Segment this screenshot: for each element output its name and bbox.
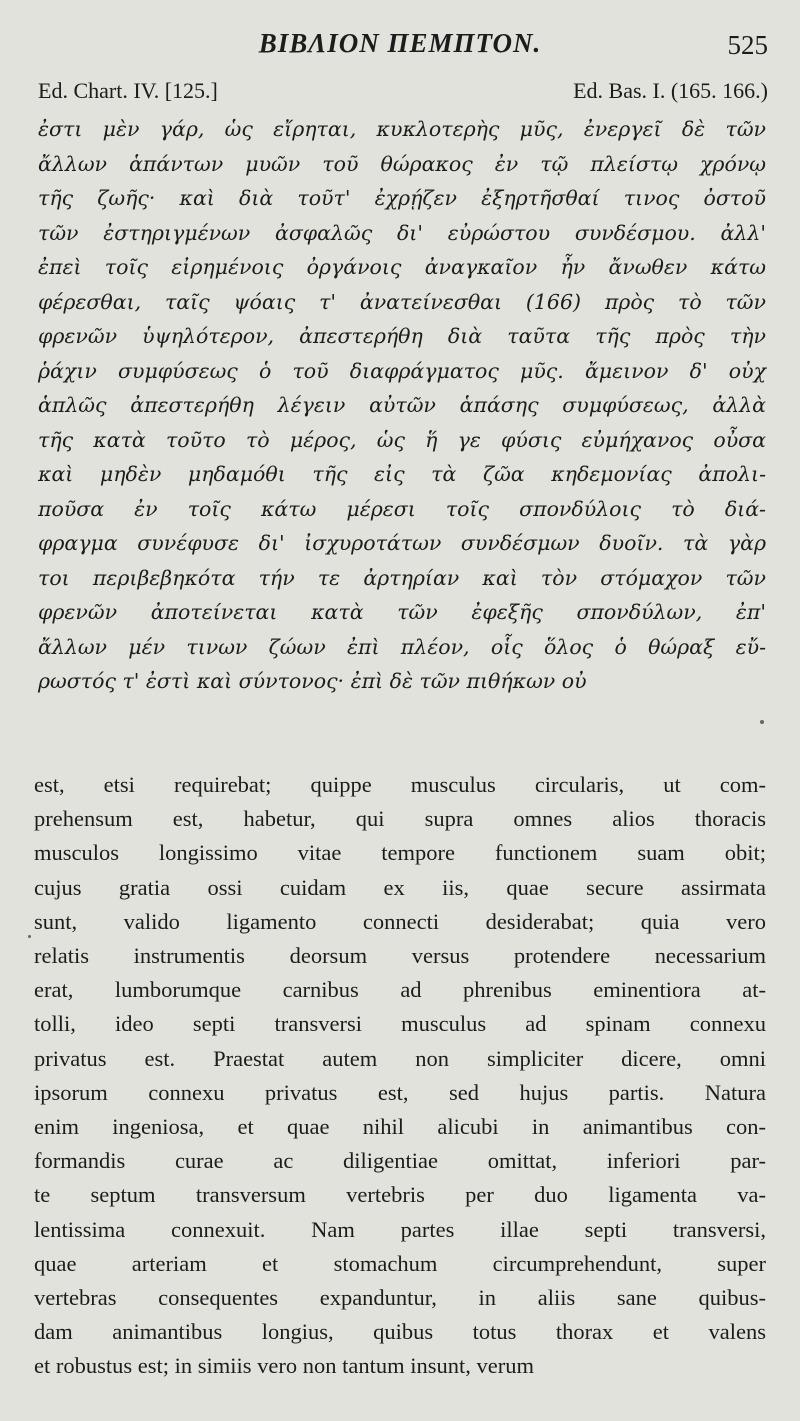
page-title: ΒΙΒΛΙΟΝ ΠΕΜΠΤΟΝ. [258, 28, 542, 58]
edition-reference-right: Ed. Bas. I. (165. 166.) [573, 78, 768, 103]
ink-speck [28, 935, 31, 938]
latin-text-line: sunt, valido ligamento connecti desiderabat; quia vero [34, 908, 766, 934]
latin-text-line: formandis curae ac diligentiae omittat, inferiori par- [34, 1148, 766, 1174]
latin-text-line: cujus gratia ossi cuidam ex iis, quae secure assirmata [34, 874, 766, 900]
greek-text-line: τῶν ἐστηριγμένων ἀσφαλῶς δι' εὐρώστου συνδέσμου. ἀλλ' [38, 220, 766, 245]
greek-text-line: φρενῶν ὑψηλότερον, ἀπεστερήθη διὰ ταῦτα τῆς πρὸς τὴν [38, 324, 766, 348]
greek-text-line: τοι περιβεβηκότα τήν τε ἀρτηρίαν καὶ τὸν στόμαχον τῶν [38, 565, 766, 590]
latin-text-line: ipsorum connexu privatus est, sed hujus partis. Natura [34, 1079, 766, 1105]
latin-text-block [34, 768, 766, 1384]
greek-text-line: ῥάχιν συμφύσεως ὁ τοῦ διαφράγματος μῦς. ἄμεινον δ' οὐχ [38, 358, 766, 383]
latin-text-line: privatus est. Praestat autem non simpliciter dicere, omni [34, 1045, 766, 1071]
latin-text-line: te septum transversum vertebris per duo ligamenta va- [34, 1182, 766, 1208]
latin-text-line: vertebras consequentes expanduntur, in aliis sane quibus- [34, 1285, 766, 1311]
greek-text-line: ἄλλων μέν τινων ζώων ἐπὶ πλέον, οἷς ὅλος ὁ θώραξ εὔ- [38, 634, 766, 659]
latin-text-line: lentissima connexuit. Nam partes illae septi transversi, [34, 1216, 766, 1242]
greek-text-block [38, 112, 766, 699]
greek-text-line: τῆς κατὰ τοῦτο τὸ μέρος, ὡς ἥ γε φύσις εὐμήχανος οὖσα [38, 427, 766, 452]
greek-text-line: φέρεσθαι, ταῖς ψόαις τ' ἀνατείνεσθαι (166) πρὸς τὸ τῶν [38, 289, 766, 314]
edition-reference-left: Ed. Chart. IV. [125.] [38, 78, 218, 103]
greek-text-line: καὶ μηδὲν μηδαμόθι τῆς εἰς τὰ ζῶα κηδεμονίας ἀπολι- [38, 462, 766, 486]
ink-speck [760, 720, 764, 724]
latin-text-line: est, etsi requirebat; quippe musculus circularis, ut com- [34, 772, 766, 797]
latin-text-line: relatis instrumentis deorsum versus protendere necessarium [34, 943, 766, 969]
latin-text-line: et robustus est; in simiis vero non tantum insunt, verum [34, 1353, 534, 1379]
greek-text-line: τῆς ζωῆς· καὶ διὰ τοῦτ' ἐχρῄζεν ἐξηρτῆσθαί τινος ὀστοῦ [38, 186, 766, 210]
latin-text-line: erat, lumborumque carnibus ad phrenibus eminentiora at- [34, 977, 766, 1003]
greek-text-line: ἁπλῶς ἀπεστερήθη λέγειν αὐτῶν ἁπάσης συμφύσεως, ἀλλὰ [38, 393, 766, 417]
page-number: 525 [727, 30, 768, 60]
latin-text-line: quae arteriam et stomachum circumprehendunt, super [34, 1250, 766, 1276]
greek-text-line: φρενῶν ἀποτείνεται κατὰ τῶν ἐφεξῆς σπονδύλων, ἐπ' [38, 600, 766, 624]
greek-text-line: ρωστός τ' ἐστὶ καὶ σύντονος· ἐπὶ δὲ τῶν πιθήκων οὐ [38, 669, 587, 693]
latin-text-line: tolli, ideo septi transversi musculus ad spinam connexu [34, 1011, 766, 1037]
latin-text-line: musculos longissimo vitae tempore functionem suam obit; [34, 840, 766, 866]
latin-text-line: dam animantibus longius, quibus totus thorax et valens [34, 1319, 766, 1345]
latin-text-line: enim ingeniosa, et quae nihil alicubi in animantibus con- [34, 1114, 766, 1140]
greek-text-line: φραγμα συνέφυσε δι' ἰσχυροτάτων συνδέσμων δυοῖν. τὰ γὰρ [38, 531, 766, 555]
greek-text-line: ἐπεὶ τοῖς εἰρημένοις ὀργάνοις ἀναγκαῖον ἦν ἄνωθεν κάτω [38, 255, 766, 279]
greek-text-line: ἄλλων ἁπάντων μυῶν τοῦ θώρακος ἐν τῷ πλείστῳ χρόνῳ [38, 151, 766, 176]
greek-text-line: ἐστι μὲν γάρ, ὡς εἴρηται, κυκλοτερὴς μῦς, ἐνεργεῖ δὲ τῶν [38, 117, 766, 141]
greek-text-line: ποῦσα ἐν τοῖς κάτω μέρεσι τοῖς σπονδύλοις τὸ διά- [38, 496, 766, 521]
latin-text-line: prehensum est, habetur, qui supra omnes alios thoracis [34, 806, 766, 832]
